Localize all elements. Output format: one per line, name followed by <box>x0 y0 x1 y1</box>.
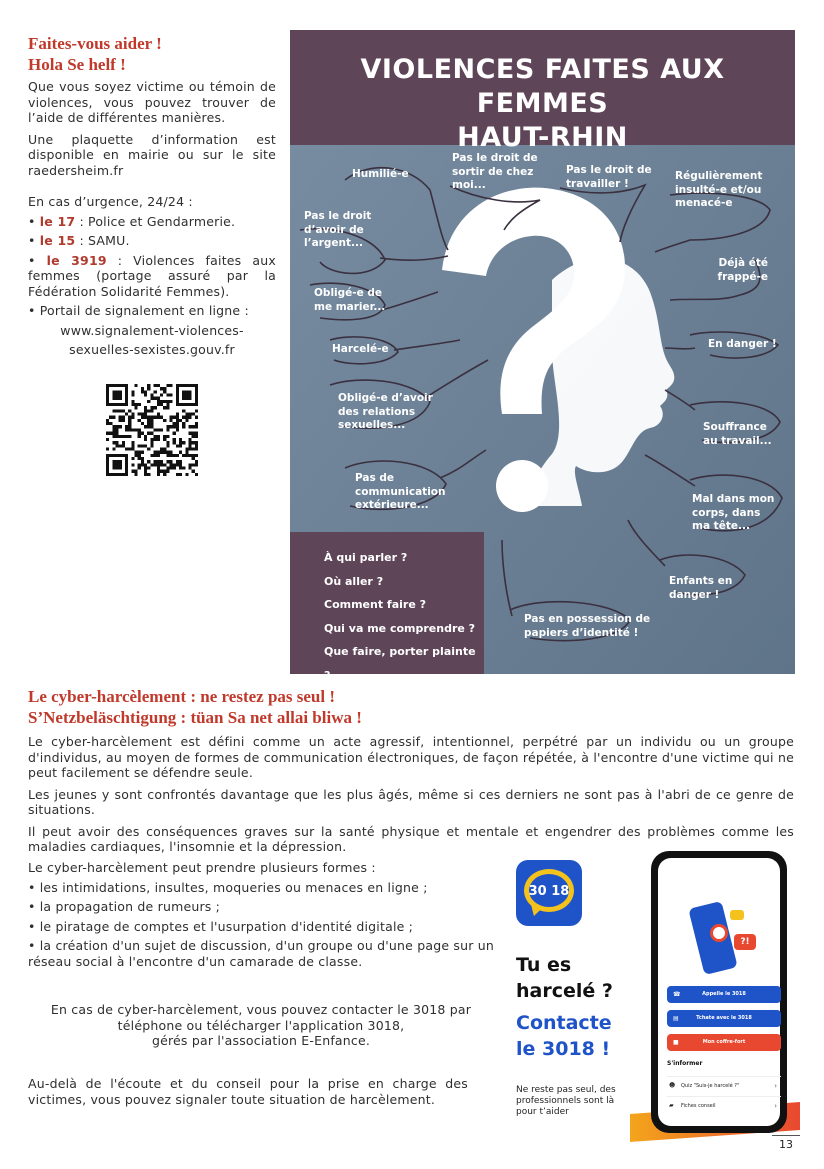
cyber-paragraph-3: Il peut avoir des conséquences graves sur la santé physique et mentale et engendrer des problèmes comme les maladies cardiaques, l'insomnie et la dépression. <box>28 823 794 854</box>
help-title <box>28 33 276 75</box>
inform-section-title: S'informer <box>667 1060 703 1067</box>
phone-mockup <box>651 851 787 1133</box>
bubble-insulte: Régulièrement insulté-e et/ou menacé-e <box>675 170 763 209</box>
chevron-right-icon: › <box>774 1102 777 1110</box>
cyber-forms-list <box>28 860 494 973</box>
question-item: Qui va me comprendre ? <box>324 621 476 635</box>
alert-bubble-icon: ?! <box>734 934 756 950</box>
emergency-item <box>28 214 276 230</box>
poster-header <box>290 30 795 153</box>
emergency-text: : Police et Gendarmerie. <box>75 213 236 229</box>
quiz-row[interactable] <box>667 1076 781 1094</box>
ad-cta-line-2: le 3018 ! <box>516 1038 611 1060</box>
bubble-relations: Obligé-e d’avoir des relations sexuelles... <box>338 392 433 431</box>
emergency-item <box>28 253 276 300</box>
bubble-argent: Pas le droit d’avoir de l’argent... <box>304 210 372 249</box>
ad-cta-line-1: Contacte <box>516 1012 612 1034</box>
cyber-title-als: S’Netzbeläschtigung : tüan Sa net allai bliwa ! <box>28 708 362 727</box>
poster-questions-box <box>290 532 484 682</box>
qr-code[interactable] <box>106 384 198 476</box>
quiz-label: Quiz "Suis-je harcelé ?" <box>681 1083 740 1089</box>
portal-label: • Portail de signalement en ligne : <box>28 303 249 318</box>
emergency-number: le 15 <box>39 233 76 248</box>
bubble-humilie: Humilié-e <box>352 168 409 180</box>
help-title-fr: Faites-vous aider ! <box>28 34 162 53</box>
ad-headline-line-1: Tu es <box>516 954 572 976</box>
bubble-marier: Obligé-e de me marier... <box>314 287 386 313</box>
bubble-papiers: Pas en possession de papiers d’identité ! <box>524 613 651 639</box>
safe-label: Mon coffre-fort <box>702 1039 746 1045</box>
bubble-danger: En danger ! <box>708 338 777 350</box>
list-item: • la propagation de rumeurs ; <box>28 899 221 914</box>
lock-icon: ■ <box>673 1039 679 1046</box>
cyber-paragraph-1: Le cyber-harcèlement est défini comme un acte agressif, intentionnel, perpétré par un individu ou un groupe d'individus, au moyen de formes de communication électroniques, de façon répétée, à l'encontre d'une victime qui ne peut facilement se défendre seule. <box>28 734 794 780</box>
bubble-travailler: Pas le droit de travailler ! <box>566 164 652 190</box>
portal-url-line-1[interactable]: www.signalement-violences- <box>60 322 244 338</box>
folder-icon: ▰ <box>669 1102 674 1109</box>
app-3018-icon[interactable] <box>516 860 582 926</box>
help-paragraph-1: Que vous soyez victime ou témoin de violences, vous pouvez trouver de l’aide de différentes manières. <box>28 79 276 125</box>
bullet: • <box>28 233 36 248</box>
ad-headline <box>516 952 646 1004</box>
cyber-title <box>28 686 798 728</box>
person-icon: ☻ <box>669 1082 676 1089</box>
logo-circle-icon <box>710 924 728 942</box>
bubble-frappe: Déjà été frappé-e <box>717 257 768 283</box>
bubble-souffrance: Souffrance au travail... <box>703 421 772 447</box>
chat-dots-icon <box>730 910 744 920</box>
bubble-sortir: Pas le droit de sortir de chez moi... <box>452 152 538 191</box>
cyber-title-fr: Le cyber-harcèlement : ne restez pas seul ! <box>28 687 336 706</box>
emergency-number: le 3919 <box>46 252 107 268</box>
ad-headline-line-2: harcelé ? <box>516 980 613 1002</box>
bubble-harcele: Harcelé-e <box>332 343 389 355</box>
question-item: Que faire, porter plainte ? <box>324 645 476 682</box>
chat-label: Tchate avec le 3018 <box>696 1015 752 1021</box>
list-item: • la création d'un sujet de discussion, d'un groupe ou d'une page sur un réseau social à l'encontre d'un camarade de classe. <box>28 938 495 969</box>
question-item: Où aller ? <box>324 574 384 588</box>
phone-icon: ☎ <box>673 991 681 998</box>
bullet: • <box>28 213 36 229</box>
phone-screen <box>658 858 780 1126</box>
contact-line-1: En cas de cyber-harcèlement, vous pouvez contacter le 3018 par <box>50 1002 472 1017</box>
ad-cta <box>516 1010 646 1062</box>
chat-3018-button[interactable] <box>667 1010 781 1027</box>
chevron-right-icon: › <box>774 1082 777 1090</box>
emergency-text: : Violences faites aux femmes (portage assuré par la Fédération Solidarité Femmes). <box>28 252 276 299</box>
page-number: 13 <box>772 1135 800 1151</box>
contact-line-2: téléphone ou télécharger l'application 3018, <box>117 1017 405 1033</box>
forms-intro: Le cyber-harcèlement peut prendre plusieurs formes : <box>28 860 376 875</box>
emergency-text: : SAMU. <box>75 233 130 248</box>
cyber-intro <box>28 734 794 861</box>
contact-line-3: gérés par l'association E-Enfance. <box>151 1033 371 1048</box>
app-icon-label: 30 18 <box>528 884 570 899</box>
violence-poster <box>290 30 795 682</box>
emergency-number: le 17 <box>39 213 76 229</box>
call-label: Appelle le 3018 <box>702 991 746 997</box>
cyber-contact <box>28 1002 494 1049</box>
chat-icon: ▤ <box>673 1015 679 1022</box>
cyber-paragraph-2: Les jeunes y sont confrontés davantage que les plus âgés, même si ces derniers ne sont pas à l'abri de ce genre de situations. <box>28 786 794 817</box>
emergency-intro: En cas d’urgence, 24/24 : <box>28 194 193 209</box>
bubble-communication: Pas de communication extérieure... <box>355 472 446 511</box>
help-title-als: Hola Se helf ! <box>28 55 126 74</box>
question-item: Comment faire ? <box>324 598 427 611</box>
ad-tagline: Ne reste pas seul, des professionnels sont là pour t’aider <box>516 1085 616 1117</box>
poster-title-line-1: VIOLENCES FAITES AUX FEMMES <box>360 54 725 119</box>
help-section <box>28 33 276 362</box>
poster-title-line-2: HAUT-RHIN <box>457 122 628 153</box>
advice-row[interactable] <box>667 1096 781 1114</box>
call-3018-button[interactable] <box>667 986 781 1003</box>
cyber-final: Au-delà de l'écoute et du conseil pour la prise en charge des victimes, vous pouvez signaler toute situation de harcèlement. <box>28 1076 468 1107</box>
question-item: À qui parler ? <box>324 551 408 564</box>
list-item: • les intimidations, insultes, moqueries ou menaces en ligne ; <box>28 879 428 895</box>
emergency-item <box>28 233 276 249</box>
advice-label: Fiches conseil <box>681 1103 716 1109</box>
question-dot <box>496 460 548 512</box>
bubble-enfants: Enfants en danger ! <box>669 575 733 601</box>
help-paragraph-2: Une plaquette d’information est disponible en mairie ou sur le site raedersheim.fr <box>28 131 276 178</box>
safe-button[interactable] <box>667 1034 781 1051</box>
bubble-corps: Mal dans mon corps, dans ma tête... <box>692 493 775 532</box>
list-item: • le piratage de comptes et l'usurpation d'identité digitale ; <box>28 918 414 934</box>
portal-url-line-2[interactable]: sexuelles-sexistes.gouv.fr <box>69 342 235 357</box>
emergency-list <box>28 194 276 358</box>
bullet: • <box>28 252 36 268</box>
